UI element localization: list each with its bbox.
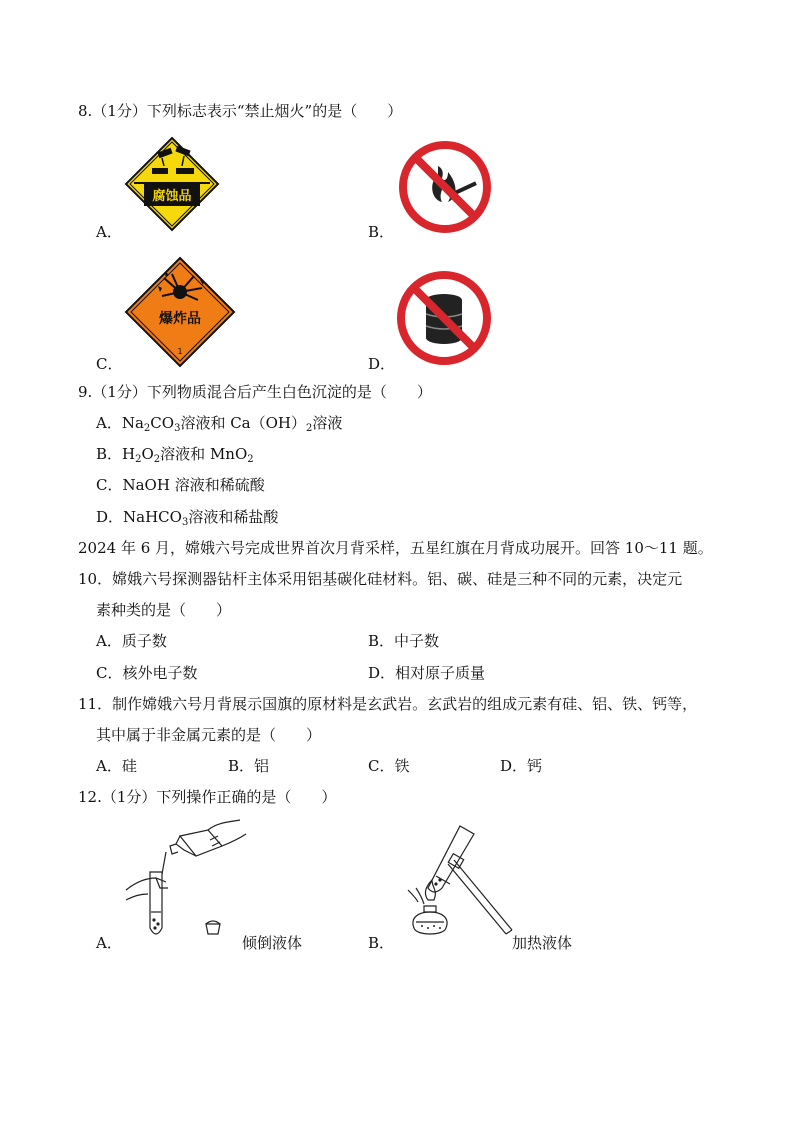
sign-c-text: 爆炸品 — [159, 311, 201, 327]
q10-option-d: D．相对原子质量 — [368, 664, 486, 682]
question-12-stem: 12.（1分）下列操作正确的是（ ） — [78, 788, 337, 806]
question-11-stem-line2: 其中属于非金属元素的是（ ） — [96, 726, 322, 744]
q10-option-a: A．质子数 — [96, 632, 167, 650]
sign-c-number: 1 — [177, 347, 183, 356]
question-10-stem-line1: 10．嫦娥六号探测器钻杆主体采用铝基碳化硅材料。铝、碳、硅是三种不同的元素，决定元 — [78, 570, 683, 588]
corrosive-sign-icon — [124, 136, 220, 232]
q9-option-a: A．$Na_2CO_3$溶液和 $Ca(OH)_2$溶液 — [96, 414, 343, 434]
no-fire-sign-icon — [398, 140, 492, 234]
pouring-liquid-illustration-icon — [122, 816, 250, 950]
q12-option-a-label: A． — [96, 934, 122, 952]
q9-option-d: D．NaHCO$_3$溶液和稀盐酸 — [96, 508, 279, 528]
q11-option-b: B．铝 — [228, 757, 270, 775]
passage-intro: 2024 年 6 月，嫦娥六号完成世界首次月背采样，五星红旗在月背成功展开。回答 10～11 题。 — [78, 539, 713, 557]
q9-option-b: B．$H_2O_2$溶液和 MnO$_2$ — [96, 445, 254, 465]
heating-liquid-illustration-icon — [394, 822, 518, 950]
no-oil-drum-sign-icon — [396, 270, 492, 366]
option-b-label: B． — [368, 223, 395, 241]
option-d-label: D． — [368, 355, 396, 373]
q11-option-c: C．铁 — [368, 757, 410, 775]
q11-option-a: A．硅 — [96, 757, 137, 775]
q11-option-d: D．钙 — [500, 757, 543, 775]
q12-option-a-caption: 倾倒液体 — [242, 934, 303, 952]
question-10-stem-line2: 素种类的是（ ） — [96, 601, 232, 619]
q9-option-c: C．NaOH 溶液和稀硫酸 — [96, 476, 265, 494]
q12-option-b-caption: 加热液体 — [512, 934, 573, 952]
sign-a-text: 腐蚀品 — [152, 189, 192, 204]
q10-option-c: C．核外电子数 — [96, 664, 198, 682]
question-11-stem-line1: 11．制作嫦娥六号月背展示国旗的原材料是玄武岩。玄武岩的组成元素有硅、铝、铁、钙等， — [78, 695, 698, 713]
option-c-label: C． — [96, 355, 123, 373]
question-8-stem: 8.（1分）下列标志表示“禁止烟火”的是（ ） — [78, 102, 403, 120]
option-a-label: A． — [96, 223, 122, 241]
q10-option-b: B．中子数 — [368, 632, 440, 650]
question-9-stem: 9.（1分）下列物质混合后产生白色沉淀的是（ ） — [78, 383, 432, 401]
explosive-sign-icon — [124, 256, 236, 368]
q12-option-b-label: B． — [368, 934, 395, 952]
